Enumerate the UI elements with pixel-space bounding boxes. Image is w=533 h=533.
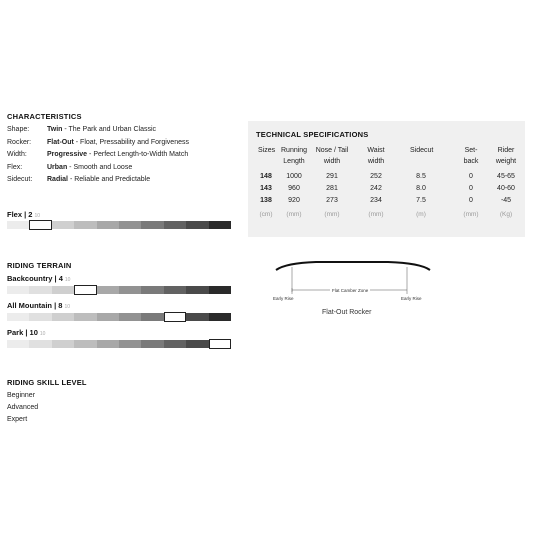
- characteristic-key: Width:: [7, 151, 27, 158]
- spec-header: Waist width: [367, 147, 385, 165]
- terrain-scale-bar: [7, 286, 231, 294]
- spec-header: Sizes: [258, 147, 276, 154]
- spec-unit: (cm): [259, 211, 273, 218]
- rocker-caption: Flat-Out Rocker: [322, 309, 372, 316]
- characteristic-row: [7, 151, 188, 158]
- scale-segment: [74, 221, 96, 229]
- skill-level-item: Advanced: [7, 404, 39, 411]
- terrain-label-text: Backcountry | 4: [7, 274, 63, 283]
- terrain-label: [7, 328, 45, 337]
- early-rise-right-label: Early Rise: [401, 296, 422, 301]
- characteristic-description: - Smooth and Loose: [67, 163, 133, 171]
- terrain-label: [7, 301, 70, 310]
- scale-marker: [74, 285, 96, 295]
- spec-cell: 234: [370, 197, 382, 204]
- scale-segment: [97, 340, 119, 348]
- spec-cell: 40-60: [497, 185, 515, 192]
- terrain-scale: 10: [39, 331, 46, 337]
- tech-specs-title: TECHNICAL SPECIFICATIONS: [256, 130, 369, 139]
- spec-cell: 0: [469, 185, 473, 192]
- scale-marker: [164, 312, 186, 322]
- characteristic-key: Rocker:: [7, 138, 32, 146]
- spec-cell: 0: [469, 173, 473, 180]
- characteristic-value: Twin: [47, 126, 63, 133]
- scale-segment: [7, 340, 29, 348]
- scale-segment: [164, 340, 186, 348]
- scale-segment: [52, 340, 74, 348]
- scale-segment: [141, 221, 163, 229]
- scale-marker: [29, 220, 51, 230]
- spec-cell: 8.0: [416, 185, 426, 192]
- spec-header: Rider weight: [495, 147, 517, 165]
- scale-segment: [97, 313, 119, 321]
- terrain-scale-bar: [7, 340, 231, 348]
- terrain-scale: 10: [64, 277, 71, 283]
- spec-cell: 138: [260, 197, 272, 204]
- scale-segment: [209, 221, 231, 229]
- spec-cell: 0: [469, 197, 473, 204]
- spec-cell: 273: [326, 197, 338, 204]
- characteristic-key: Shape:: [7, 126, 30, 133]
- scale-segment: [97, 221, 119, 229]
- skill-level-item: Expert: [7, 416, 28, 423]
- flex-scale-bar: [7, 221, 231, 229]
- spec-unit: (mm): [324, 211, 340, 218]
- spec-header: Set- back: [463, 147, 479, 165]
- scale-segment: [119, 286, 141, 294]
- scale-segment: [164, 221, 186, 229]
- characteristic-row: [7, 126, 156, 133]
- characteristic-key: Flex:: [7, 163, 23, 171]
- scale-segment: [97, 286, 119, 294]
- flex-label-text: Flex | 2: [7, 210, 33, 219]
- scale-segment: [7, 286, 29, 294]
- spec-header: Nose / Tail width: [315, 147, 349, 165]
- riding-terrain-heading: RIDING TERRAIN: [7, 261, 72, 270]
- spec-cell: 143: [260, 185, 272, 192]
- characteristic-key: Sidecut:: [7, 176, 33, 183]
- scale-segment: [141, 313, 163, 321]
- scale-segment: [186, 313, 208, 321]
- characteristic-row: [7, 139, 189, 146]
- characteristic-description: - Perfect Length-to-Width Match: [87, 151, 189, 158]
- scale-segment: [186, 340, 208, 348]
- scale-segment: [186, 221, 208, 229]
- characteristic-value: Flat-Out: [47, 138, 74, 146]
- characteristics-heading: CHARACTERISTICS: [7, 112, 82, 121]
- characteristic-value: Urban: [47, 163, 68, 171]
- scale-segment: [74, 313, 96, 321]
- spec-cell: 960: [288, 185, 300, 192]
- spec-cell: 920: [288, 197, 300, 204]
- characteristic-row: [7, 164, 132, 171]
- spec-cell: 7.5: [416, 197, 426, 204]
- scale-segment: [7, 221, 29, 229]
- scale-segment: [52, 313, 74, 321]
- spec-cell: 291: [326, 173, 338, 180]
- terrain-label-text: Park | 10: [7, 328, 38, 337]
- scale-segment: [119, 340, 141, 348]
- characteristic-row: [7, 176, 150, 183]
- terrain-scale-bar: [7, 313, 231, 321]
- spec-unit: (mm): [368, 211, 384, 218]
- characteristic-description: - Reliable and Predictable: [68, 176, 151, 183]
- scale-segment: [29, 340, 51, 348]
- spec-cell: 1000: [286, 173, 302, 180]
- skill-level-item: Beginner: [7, 392, 36, 399]
- scale-segment: [74, 340, 96, 348]
- spec-cell: 281: [326, 185, 338, 192]
- scale-marker: [209, 339, 231, 349]
- scale-segment: [119, 221, 141, 229]
- flat-camber-zone-label: Flat Camber Zone: [332, 288, 369, 293]
- scale-segment: [29, 286, 51, 294]
- flex-scale: 10: [34, 213, 41, 219]
- spec-cell: 8.5: [416, 173, 426, 180]
- scale-segment: [209, 313, 231, 321]
- terrain-label-text: All Mountain | 8: [7, 301, 63, 310]
- scale-segment: [7, 313, 29, 321]
- scale-segment: [141, 340, 163, 348]
- characteristic-description: - The Park and Urban Classic: [62, 126, 157, 133]
- technical-specifications-panel: [248, 121, 525, 237]
- characteristic-description: - Float, Pressability and Forgiveness: [73, 138, 189, 146]
- scale-segment: [52, 221, 74, 229]
- spec-cell: -45: [500, 197, 512, 204]
- scale-segment: [164, 286, 186, 294]
- flex-label: [7, 210, 40, 219]
- spec-cell: 148: [260, 173, 272, 180]
- early-rise-left-label: Early Rise: [273, 296, 294, 301]
- spec-unit: (mm): [463, 211, 479, 218]
- spec-cell: 252: [370, 173, 382, 180]
- spec-header: Sidecut: [410, 147, 434, 154]
- scale-segment: [52, 286, 74, 294]
- spec-header: Running Length: [281, 147, 308, 165]
- scale-segment: [29, 313, 51, 321]
- scale-segment: [141, 286, 163, 294]
- spec-unit: (mm): [286, 211, 302, 218]
- characteristic-value: Progressive: [47, 151, 88, 158]
- spec-cell: 242: [370, 185, 382, 192]
- spec-unit: (Kg): [499, 211, 513, 218]
- terrain-scale: 10: [64, 304, 70, 310]
- spec-unit: (m): [416, 211, 426, 218]
- scale-segment: [186, 286, 208, 294]
- riding-skill-heading: RIDING SKILL LEVEL: [7, 378, 87, 387]
- characteristic-value: Radial: [47, 176, 69, 183]
- scale-segment: [119, 313, 141, 321]
- terrain-label: [7, 274, 70, 283]
- scale-segment: [209, 286, 231, 294]
- spec-cell: 45-65: [497, 173, 515, 180]
